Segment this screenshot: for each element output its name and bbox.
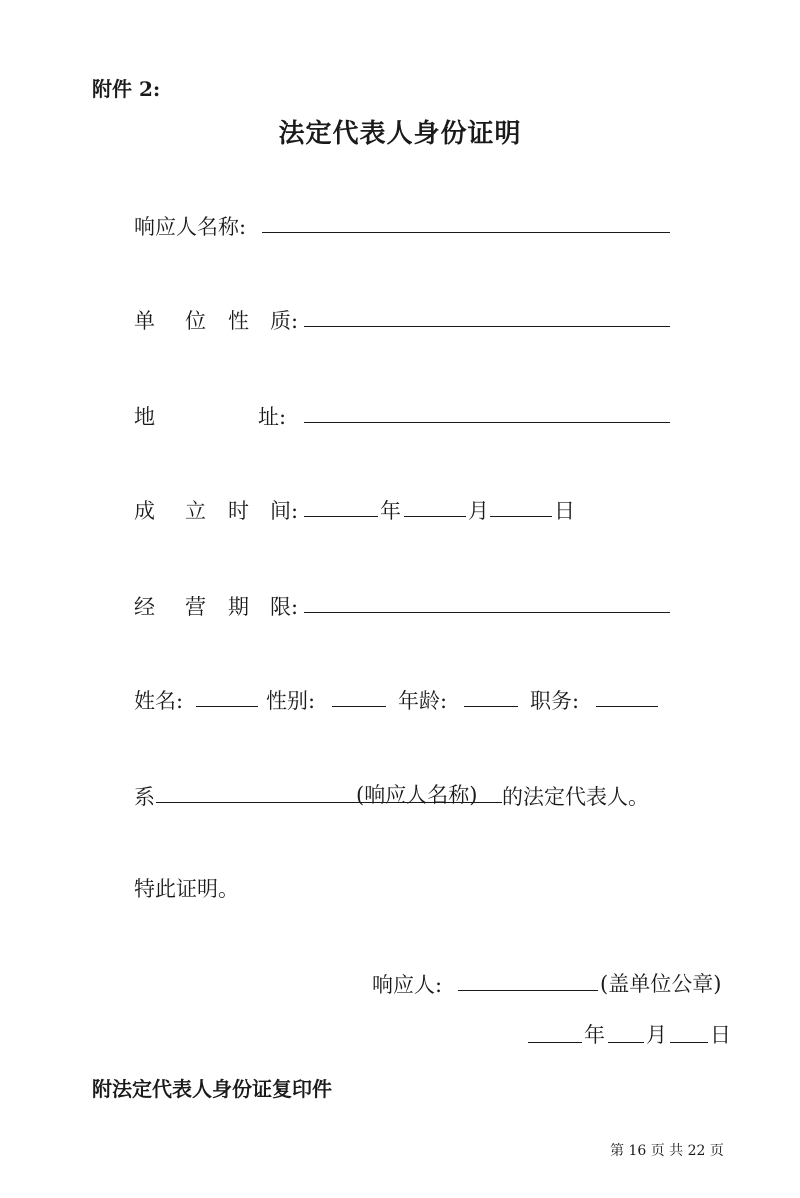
unit-nature-label-char-2: 位 (185, 309, 206, 333)
signature-seal-note: (盖单位公章) (600, 972, 722, 996)
signature-year-field[interactable] (528, 1042, 582, 1043)
established-label-char-3: 时 (228, 499, 249, 523)
attachment-note: 附法定代表人身份证复印件 (92, 1077, 332, 1101)
rep-name-label: 姓名: (134, 689, 184, 713)
established-day-field[interactable] (490, 516, 552, 517)
signature-year-unit: 年 (584, 1023, 605, 1047)
unit-nature-label-char-4: 质: (270, 309, 299, 333)
established-day-unit: 日 (554, 499, 575, 523)
signature-day-unit: 日 (710, 1023, 731, 1047)
statement-suffix: 的法定代表人。 (502, 785, 649, 809)
unit-nature-label-char-1: 单 (134, 309, 155, 333)
established-month-field[interactable] (404, 516, 466, 517)
operation-period-field[interactable] (304, 612, 670, 613)
rep-gender-label: 性别: (266, 689, 316, 713)
signature-month-field[interactable] (608, 1042, 644, 1043)
attachment-label: 附件 2: (92, 77, 161, 101)
established-label-char-4: 间: (270, 499, 299, 523)
operation-period-label-char-3: 期 (228, 595, 249, 619)
signature-label: 响应人: (372, 973, 443, 997)
rep-gender-field[interactable] (332, 706, 386, 707)
respondent-name-field[interactable] (262, 232, 670, 233)
statement-prefix: 系 (134, 785, 155, 809)
operation-period-label-char-2: 营 (185, 595, 206, 619)
signature-field[interactable] (458, 990, 598, 991)
signature-day-field[interactable] (670, 1042, 708, 1043)
operation-period-label-char-1: 经 (134, 595, 155, 619)
established-label-char-2: 立 (185, 499, 206, 523)
rep-name-field[interactable] (196, 706, 258, 707)
established-month-unit: 月 (468, 499, 489, 523)
rep-position-field[interactable] (596, 706, 658, 707)
signature-month-unit: 月 (646, 1023, 667, 1047)
rep-age-field[interactable] (464, 706, 518, 707)
address-field[interactable] (304, 422, 670, 423)
established-year-field[interactable] (304, 516, 378, 517)
statement-hint: (响应人名称) (356, 783, 478, 807)
unit-nature-field[interactable] (304, 326, 670, 327)
respondent-name-label: 响应人名称: (134, 215, 247, 239)
document-title: 法定代表人身份证明 (278, 119, 522, 149)
rep-position-label: 职务: (530, 689, 580, 713)
page-footer: 第 16 页 共 22 页 (610, 1143, 724, 1159)
established-label-char-1: 成 (134, 499, 155, 523)
rep-age-label: 年龄: (398, 689, 448, 713)
operation-period-label-char-4: 限: (270, 595, 299, 619)
certify-text: 特此证明。 (134, 877, 239, 901)
address-label-char-2: 址: (258, 405, 287, 429)
unit-nature-label-char-3: 性 (228, 309, 249, 333)
established-year-unit: 年 (380, 499, 401, 523)
address-label-char-1: 地 (134, 405, 155, 429)
